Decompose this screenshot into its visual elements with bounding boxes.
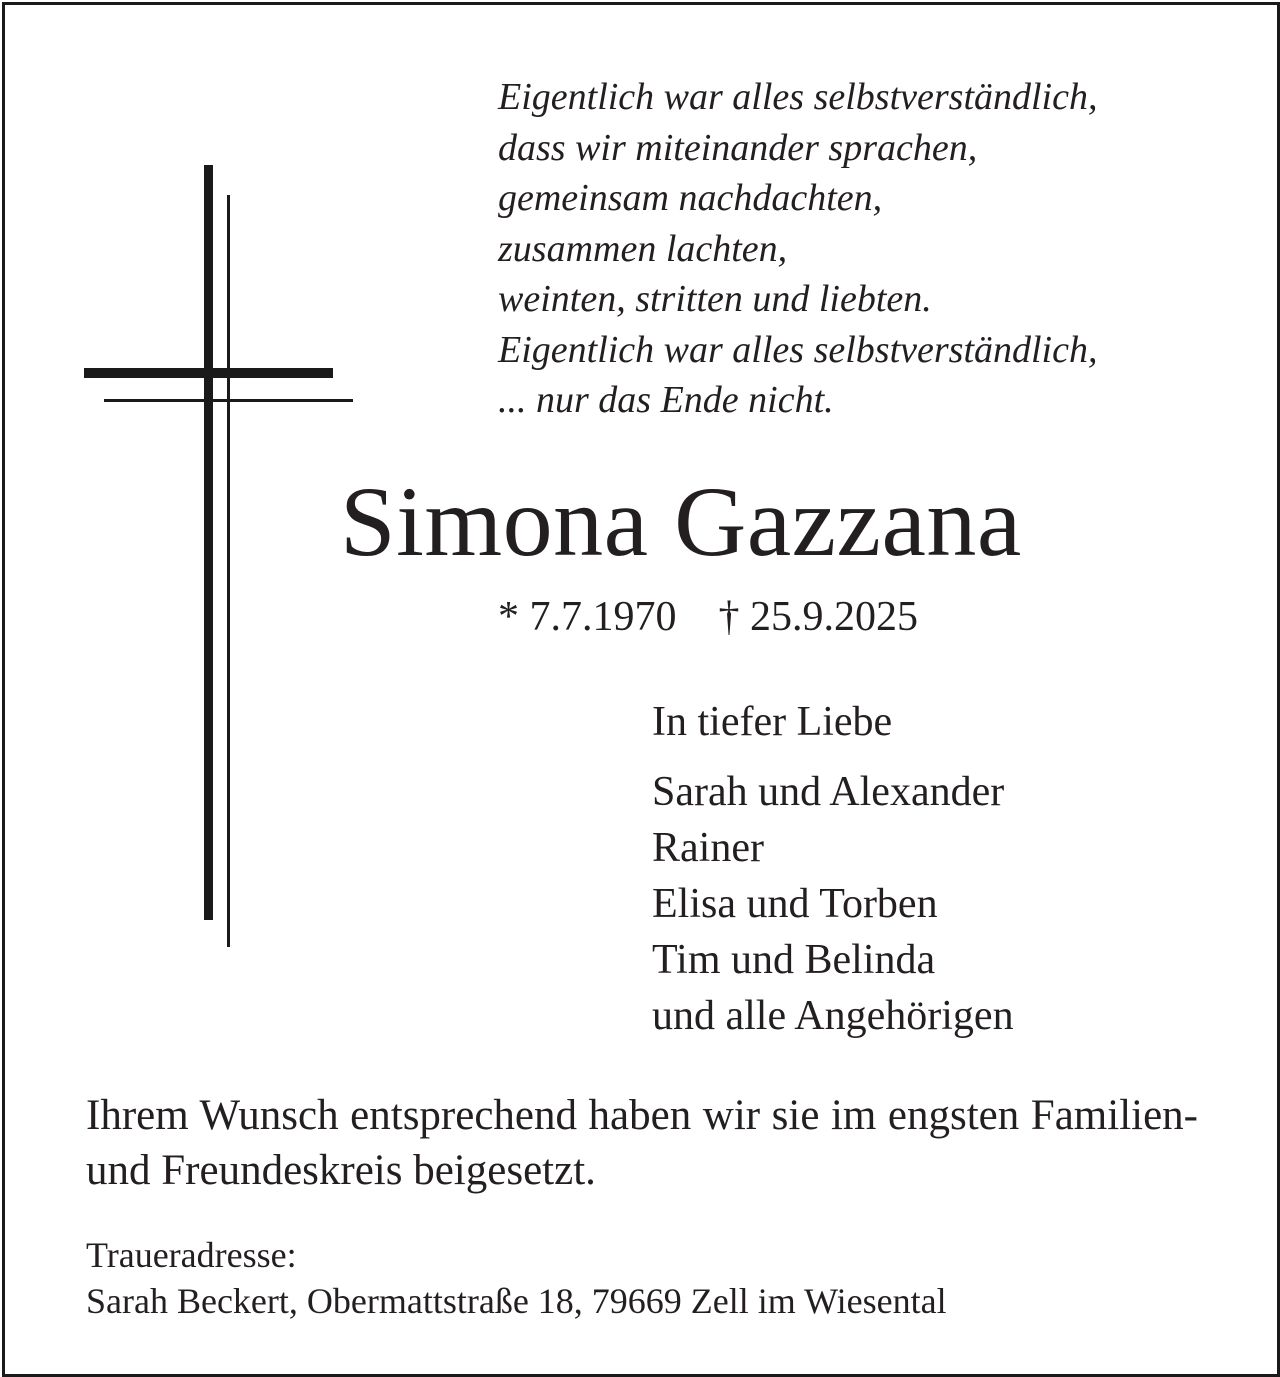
mourner-name: Sarah und Alexander bbox=[652, 769, 1005, 815]
life-dates bbox=[498, 592, 918, 642]
deceased-name: Simona Gazzana bbox=[340, 466, 1022, 577]
poem-line: ... nur das Ende nicht. bbox=[498, 379, 834, 421]
burial-notice: Ihrem Wunsch entsprechend haben wir sie im engsten Familien- und Freundeskreis beigesetzt. bbox=[86, 1092, 1198, 1194]
poem-line: gemeinsam nachdachten, bbox=[498, 177, 883, 219]
poem-line: Eigentlich war alles selbstverständlich, bbox=[498, 76, 1098, 118]
poem-line: zusammen lachten, bbox=[498, 227, 788, 270]
poem-line: dass wir miteinander sprachen, bbox=[498, 126, 978, 169]
mourners-intro: In tiefer Liebe bbox=[652, 699, 893, 745]
death-date: † 25.9.2025 bbox=[718, 594, 918, 640]
birth-date: * 7.7.1970 bbox=[498, 594, 677, 640]
mourning-address bbox=[86, 1232, 947, 1324]
poem-line: Eigentlich war alles selbstverständlich, bbox=[498, 328, 1098, 371]
address-line: Sarah Beckert, Obermattstraße 18, 79669 Zell im Wiesental bbox=[86, 1281, 947, 1321]
mourner-name: Rainer bbox=[652, 825, 764, 871]
poem bbox=[498, 72, 1097, 426]
mourner-name: Elisa und Torben bbox=[652, 881, 938, 927]
mourner-name: Tim und Belinda bbox=[652, 937, 936, 983]
mourner-name: und alle Angehörigen bbox=[652, 993, 1014, 1039]
address-label: Traueradresse: bbox=[86, 1235, 297, 1275]
poem-line: weinten, stritten und liebten. bbox=[498, 278, 932, 320]
mourners-block bbox=[652, 694, 1014, 1044]
